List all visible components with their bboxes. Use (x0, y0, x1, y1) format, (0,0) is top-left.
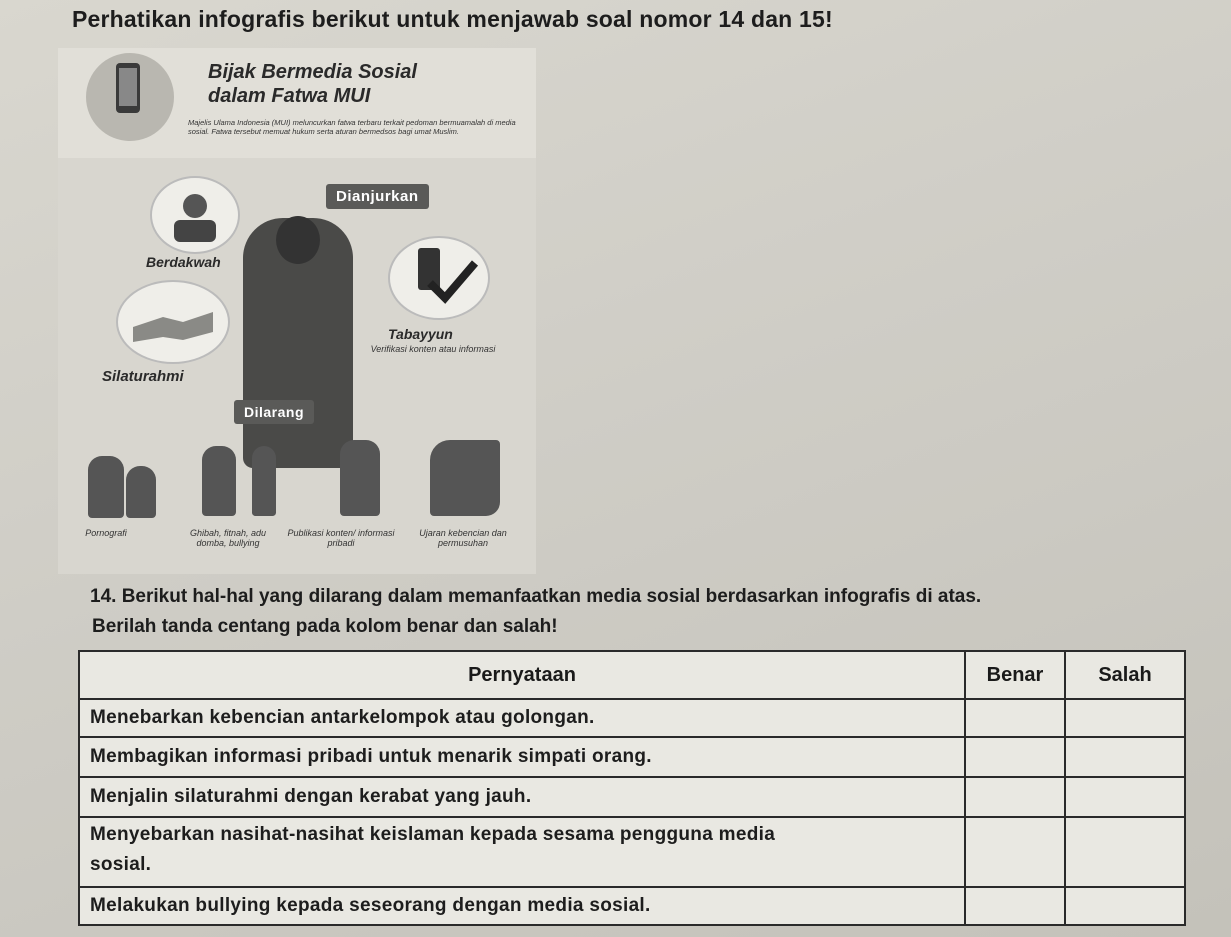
statement-text-continued: sosial. (90, 854, 152, 875)
hate-speech-figure (430, 440, 500, 516)
infographic (58, 48, 536, 574)
statement-text: Melakukan bullying kepada seseorang dengan media sosial. (90, 895, 651, 916)
forbidden-ghibah: Ghibah, fitnah, adu domba, bullying (189, 528, 267, 548)
question-14-instruction: Berilah tanda centang pada kolom benar dan salah! (92, 616, 558, 637)
header-pernyataan: Pernyataan (80, 652, 966, 698)
salah-checkbox[interactable] (1064, 888, 1186, 924)
statement-text: Membagikan informasi pribadi untuk menarik simpati orang. (90, 746, 652, 767)
statement-text: Menyebarkan nasihat-nasihat keislaman kepada sesama pengguna media (90, 824, 776, 845)
benar-checkbox[interactable] (964, 888, 1064, 924)
salah-checkbox[interactable] (1064, 818, 1186, 886)
tabayyun-note: Verifikasi konten atau informasi (370, 344, 496, 354)
phone-icon-graphic (86, 53, 174, 141)
forbidden-publikasi: Publikasi konten/ informasi pribadi (287, 528, 395, 548)
dilarang-tag: Dilarang (234, 400, 314, 424)
infographic-title-line1: Bijak Bermedia Sosial (208, 61, 417, 83)
couple-figure-1 (88, 456, 124, 518)
infographic-title-line2: dalam Fatwa MUI (208, 85, 371, 107)
forbidden-ujaran: Ujaran kebencian dan permusuhan (419, 528, 507, 548)
table-row (80, 736, 1184, 776)
benar-checkbox[interactable] (964, 700, 1064, 736)
handshake-graphic (118, 282, 228, 362)
answer-table (78, 650, 1186, 926)
statement-text: Menebarkan kebencian antarkelompok atau golongan. (90, 707, 595, 728)
infographic-title (208, 60, 417, 108)
benar-checkbox[interactable] (964, 738, 1064, 776)
benar-checkbox[interactable] (964, 818, 1064, 886)
header-benar: Benar (966, 652, 1066, 698)
private-info-figure (340, 440, 380, 516)
whisper-figure-2 (252, 446, 276, 516)
checkmark-icon (390, 238, 488, 318)
whisper-figure-1 (202, 446, 236, 516)
verified-phone-icon (388, 236, 490, 320)
phone-icon (86, 53, 174, 141)
header-salah: Salah (1098, 663, 1152, 686)
preacher-icon (150, 176, 240, 254)
man-head (276, 216, 320, 264)
handshake-icon (116, 280, 230, 364)
salah-checkbox[interactable] (1064, 738, 1186, 776)
table-row (80, 776, 1184, 816)
table-row (80, 816, 1184, 886)
benar-checkbox[interactable] (964, 778, 1064, 816)
label-silaturahmi: Silaturahmi (102, 368, 184, 385)
salah-checkbox[interactable] (1064, 700, 1186, 736)
preacher-graphic (152, 178, 238, 252)
couple-figure-2 (126, 466, 156, 518)
statement-text: Menjalin silaturahmi dengan kerabat yang jauh. (90, 786, 532, 807)
table-row (80, 698, 1184, 736)
salah-checkbox[interactable] (1064, 778, 1186, 816)
dianjurkan-tag: Dianjurkan (326, 184, 429, 209)
instruction-heading: Perhatikan infografis berikut untuk menjawab soal nomor 14 dan 15! (72, 6, 833, 32)
label-tabayyun: Tabayyun (388, 326, 453, 342)
table-row (80, 886, 1184, 924)
label-berdakwah: Berdakwah (146, 254, 221, 270)
forbidden-pornografi: Pornografi (85, 528, 127, 538)
infographic-subtitle: Majelis Ulama Indonesia (MUI) meluncurkan fatwa terbaru terkait pedoman bermuamalah di media sosial. Fatwa tersebut memuat hukum serta aturan bermedsos bagi umat Muslim. (188, 118, 516, 136)
question-14-text: 14. Berikut hal-hal yang dilarang dalam memanfaatkan media sosial berdasarkan infografis di atas. (90, 586, 982, 607)
